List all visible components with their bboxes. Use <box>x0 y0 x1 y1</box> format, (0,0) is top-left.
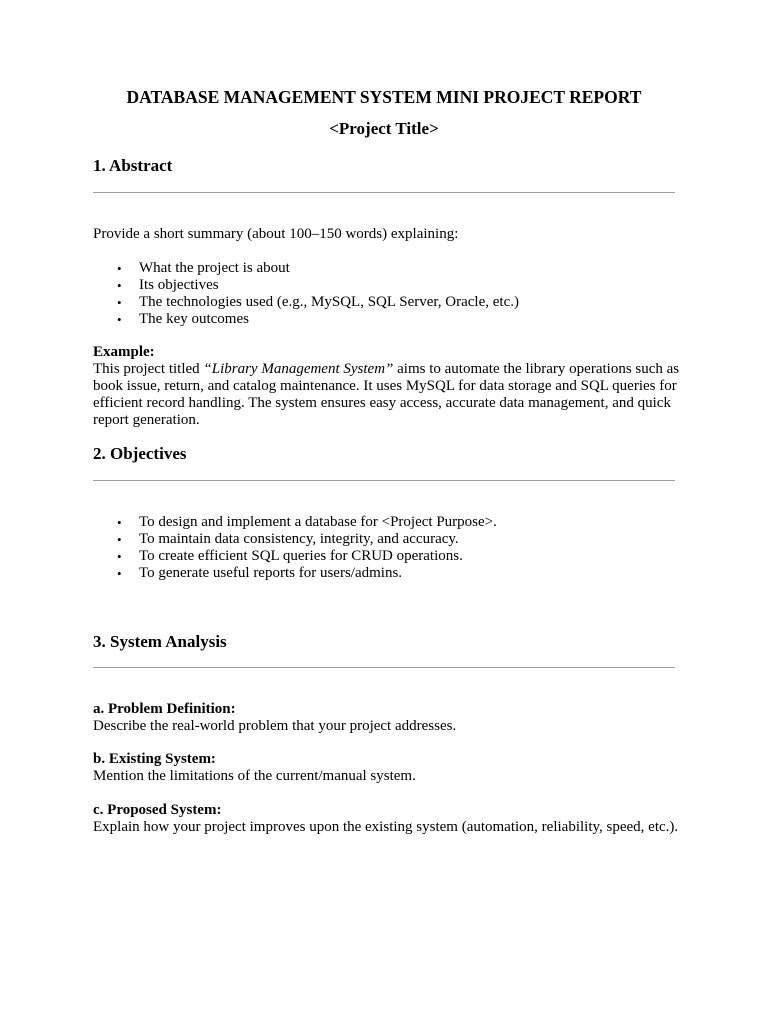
abstract-intro: Provide a short summary (about 100–150 words) explaining: <box>93 226 459 242</box>
objectives-heading: 2. Objectives <box>93 444 187 463</box>
list-item <box>93 565 683 582</box>
existing-system-label: b. Existing System: <box>93 751 216 767</box>
abstract-bullet-list <box>93 260 683 328</box>
list-item-text: The key outcomes <box>139 311 249 327</box>
bullet-icon: • <box>117 515 122 530</box>
problem-definition-label: a. Problem Definition: <box>93 701 236 717</box>
horizontal-rule <box>93 480 675 481</box>
list-item-text: To create efficient SQL queries for CRUD operations. <box>139 548 463 564</box>
project-title-placeholder: <Project Title> <box>329 119 439 138</box>
example-text-pre: This project titled <box>93 361 204 377</box>
existing-system-text: Mention the limitations of the current/manual system. <box>93 768 416 784</box>
bullet-icon: • <box>117 566 122 581</box>
list-item-text: The technologies used (e.g., MySQL, SQL Server, Oracle, etc.) <box>139 294 519 310</box>
list-item-text: To design and implement a database for <Project Purpose>. <box>139 514 497 530</box>
bullet-icon: • <box>117 549 122 564</box>
example-paragraph <box>93 361 683 429</box>
problem-definition-block <box>93 701 683 735</box>
bullet-icon: • <box>117 278 122 293</box>
list-item <box>93 548 683 565</box>
list-item <box>93 294 683 311</box>
proposed-system-block <box>93 802 683 836</box>
abstract-heading: 1. Abstract <box>93 156 173 175</box>
example-text-post: aims to automate the library operations such as book issue, return, and catalog maintenance. It uses MySQL for data storage and SQL queries for efficient record handling. The system ensures easy access, accurate data management, and quick report generation. <box>93 361 680 428</box>
list-item <box>93 531 683 548</box>
abstract-example <box>93 344 683 429</box>
bullet-icon: • <box>117 295 122 310</box>
list-item <box>93 260 683 277</box>
bullet-icon: • <box>117 261 122 276</box>
horizontal-rule <box>93 192 675 193</box>
objectives-bullet-list <box>93 514 683 582</box>
proposed-system-label: c. Proposed System: <box>93 802 222 818</box>
bullet-icon: • <box>117 312 122 327</box>
system-analysis-heading: 3. System Analysis <box>93 632 227 651</box>
horizontal-rule <box>93 667 675 668</box>
list-item-text: What the project is about <box>139 260 290 276</box>
list-item-text: To generate useful reports for users/admins. <box>139 565 403 581</box>
list-item-text: To maintain data consistency, integrity, and accuracy. <box>139 531 459 547</box>
document-title: DATABASE MANAGEMENT SYSTEM MINI PROJECT REPORT <box>126 87 642 107</box>
list-item <box>93 311 683 328</box>
example-label: Example: <box>93 344 155 360</box>
list-item <box>93 277 683 294</box>
proposed-system-text: Explain how your project improves upon the existing system (automation, reliability, speed, etc.). <box>93 819 679 835</box>
problem-definition-text: Describe the real-world problem that your project addresses. <box>93 718 457 734</box>
list-item-text: Its objectives <box>139 277 219 293</box>
bullet-icon: • <box>117 532 122 547</box>
existing-system-block <box>93 751 683 785</box>
list-item <box>93 514 683 531</box>
example-project-name: “Library Management System” <box>203 361 394 377</box>
